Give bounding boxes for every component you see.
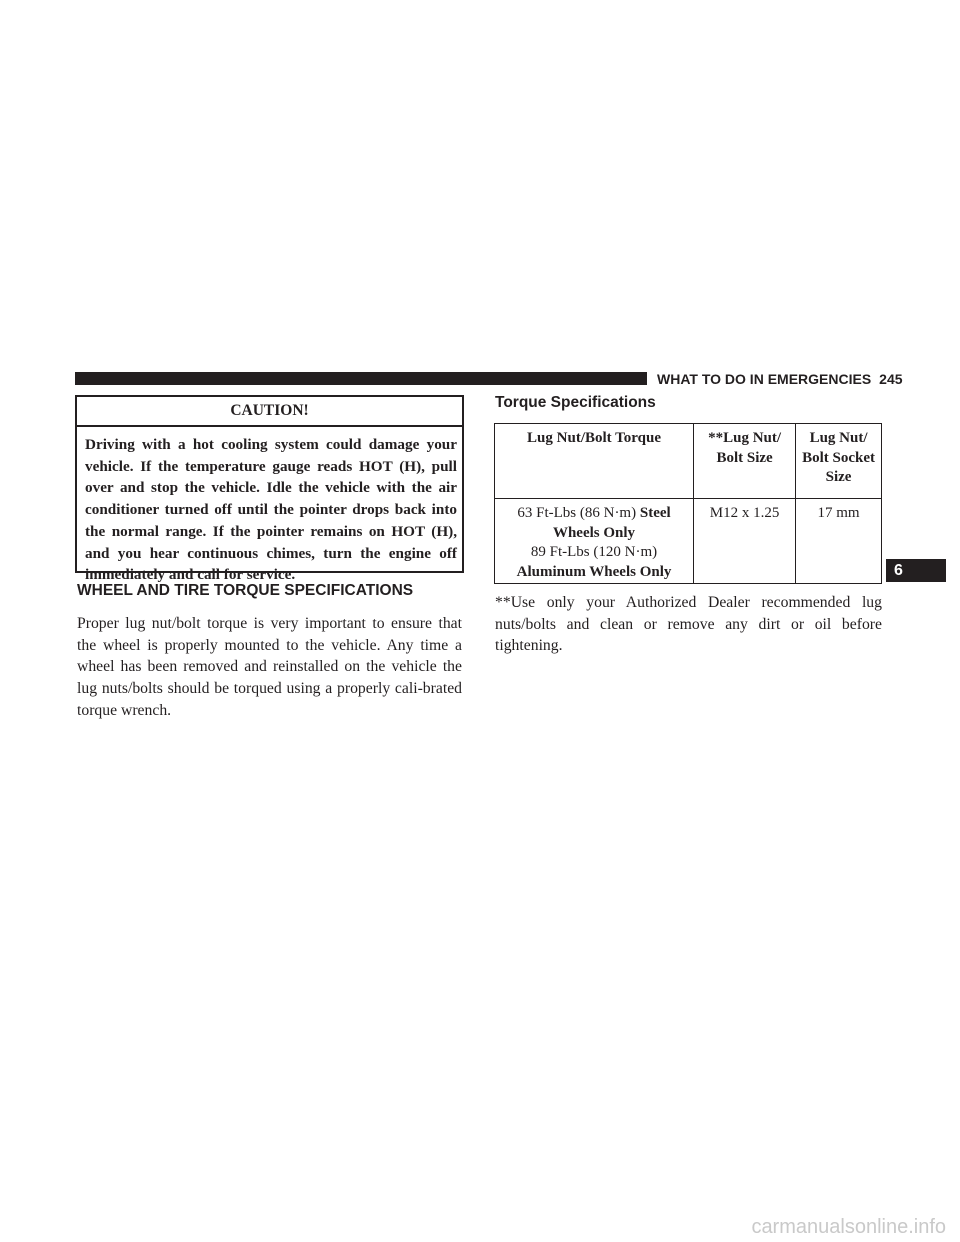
caution-title: CAUTION!: [77, 397, 462, 427]
column-header-socket-size: Lug Nut/ Bolt Socket Size: [796, 424, 882, 499]
torque-cell: [495, 499, 694, 584]
socket-size-cell: 17 mm: [796, 499, 882, 584]
caution-body: Driving with a hot cooling system could damage your vehicle. If the temperature gauge reads HOT (H), pull over and stop the vehicle. Idle the vehicle with the air conditioner turned off until the pointer drops back into the normal range. If the pointer remains on HOT (H), and you hear continuous chimes, turn the engine off immediately and call for service.: [85, 436, 457, 584]
watermark: carmanualsonline.info: [751, 1216, 946, 1238]
column-header-torque: Lug Nut/Bolt Torque: [495, 424, 694, 499]
bolt-size-cell: M12 x 1.25: [694, 499, 796, 584]
section-title: WHAT TO DO IN EMERGENCIES: [657, 371, 872, 387]
torque-steel-value: 63 Ft-Lbs (86 N·m): [517, 505, 637, 522]
torque-spec-table: [494, 423, 882, 584]
section-heading: WHEEL AND TIRE TORQUE SPECIFICATIONS: [77, 582, 414, 599]
table-header-row: [495, 424, 882, 499]
table-heading: Torque Specifications: [495, 394, 656, 411]
body-paragraph: Proper lug nut/bolt torque is very important to ensure that the wheel is properly mounted to the vehicle. Any time a wheel has been removed and reinstalled on the vehicle the lug nuts/bolts should be torqued using a properly cali-brated torque wrench.: [77, 615, 462, 719]
table-footnote: **Use only your Authorized Dealer recommended lug nuts/bolts and clean or remove any dirt or oil before tightening.: [495, 594, 882, 655]
table-row: [495, 499, 882, 584]
page-number: 245: [879, 371, 903, 387]
column-header-bolt-size: **Lug Nut/ Bolt Size: [694, 424, 796, 499]
torque-aluminum-label: Aluminum Wheels Only: [516, 563, 672, 580]
caution-box: [75, 395, 464, 584]
header-rule: [75, 372, 647, 385]
torque-steel-label: Steel Wheels Only: [552, 505, 671, 541]
running-header: [657, 369, 903, 389]
torque-aluminum-value: 89 Ft-Lbs (120 N·m): [530, 544, 658, 561]
chapter-tab: 6: [886, 559, 946, 582]
